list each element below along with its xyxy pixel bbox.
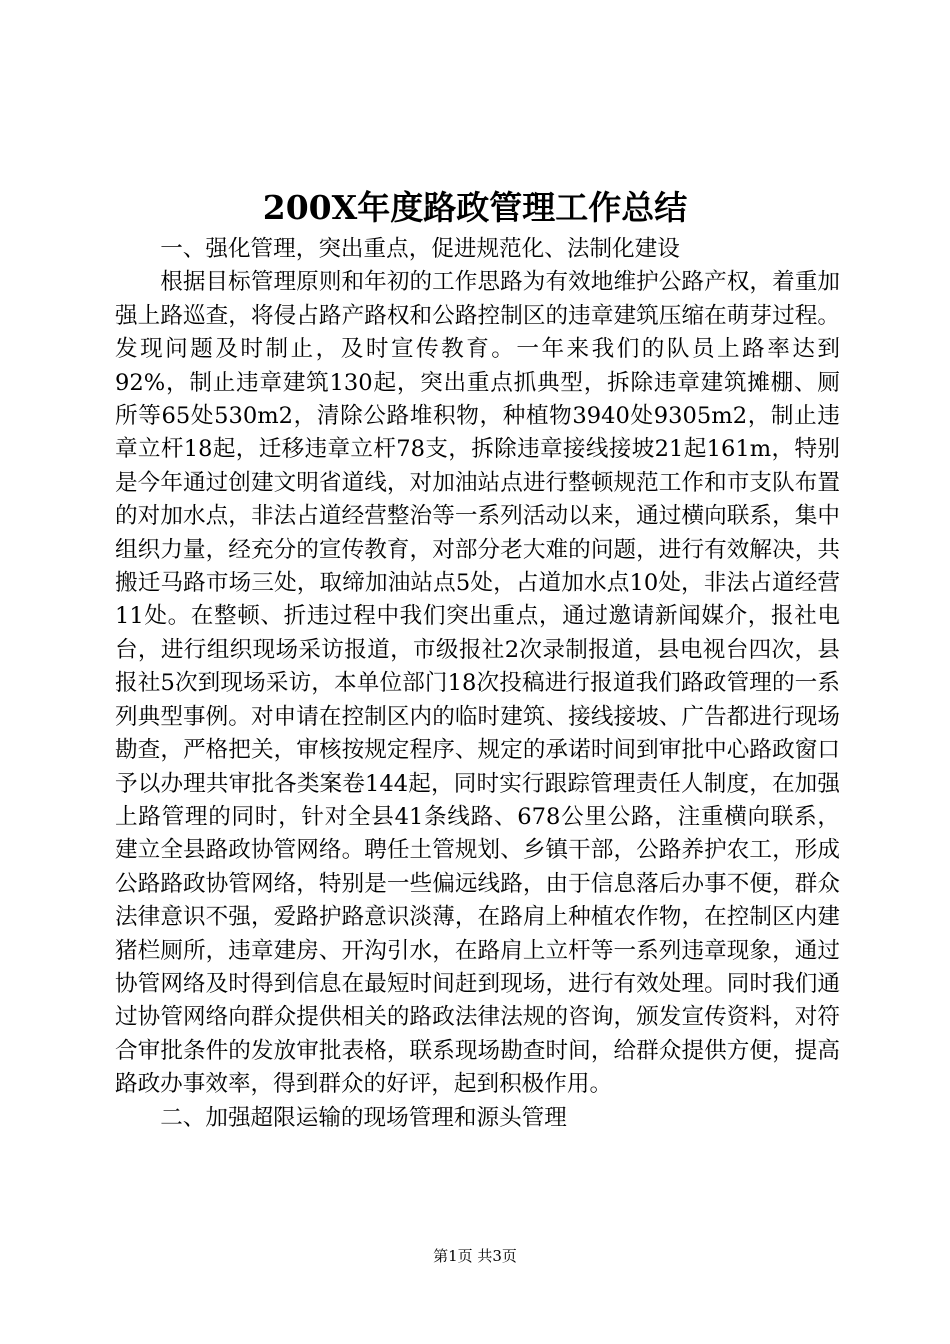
section-heading-2: 二、加强超限运输的现场管理和源头管理 xyxy=(160,1104,567,1131)
section-heading-1: 一、强化管理，突出重点，促进规范化、法制化建设 xyxy=(160,236,680,262)
page-footer: 第1页 共3页 xyxy=(433,1247,517,1265)
body-paragraph: 根据目标管理原则和年初的工作思路为有效地维护公路产权，着重加强上路巡查，将侵占路产路权和公路控制区的违章建筑压缩在萌芽过程。发现问题及时制止，及时宣传教育。一年来我们的队员上路率达到92%，制止违章建筑130起，突出重点抓典型，拆除违章建筑摊棚、厕所等65处530m2，清除公路堆积物，种植物3940处9305m2，制止违章立杆18起，迁移违章立杆78支，拆除违章接线接坡21起161m，特别是今年通过创建文明省道线，对加油站点进行整顿规范工作和市支队布置的对加水点，非法占道经营整治等一系列活动以来，通过横向联系，集中组织力量，经充分的宣传教育，对部分老大难的问题，进行有效解决，共搬迁马路市场三处，取缔加油站点5处，占道加水点10处，非法占道经营11处。在整顿、折违过程中我们突出重点，通过邀请新闻媒介，报社电台，进行组织现场采访报道，市级报社2次录制报道，县电视台四次，县报社5次到现场采访，本单位部门18次投稿进行报道我们路政管理的一系列典型事例。对申请在控制区内的临时建筑、接线接坡、广告都进行现场勘查，严格把关，审核按规定程序、规定的承诺时间到审批中心路政窗口予以办理共审批各类案卷144起，同时实行跟踪管理责任人制度，在加强上路管理的同时，针对全县41条线路、678公里公路，注重横向联系，建立全县路政协管网络。聘任土管规划、乡镇干部，公路养护农工，形成公路路政协管网络，特别是一些偏远线路，由于信息落后办事不便，群众法律意识不强，爱路护路意识淡薄，在路肩上种植农作物，在控制区内建猪栏厕所，违章建房、开沟引水，在路肩上立杆等一系列违章现象，通过协管网络及时得到信息在最短时间赶到现场，进行有效处理。同时我们通过协管网络向群众提供相关的路政法律法规的咨询，颁发宣传资料，对符合审批条件的发放审批表格，联系现场勘查时间，给群众提供方便，提高路政办事效率，得到群众的好评，起到积极作用。 xyxy=(115,269,840,1098)
document-body xyxy=(115,233,840,1135)
document-title: 200X年度路政管理工作总结 xyxy=(262,188,688,227)
